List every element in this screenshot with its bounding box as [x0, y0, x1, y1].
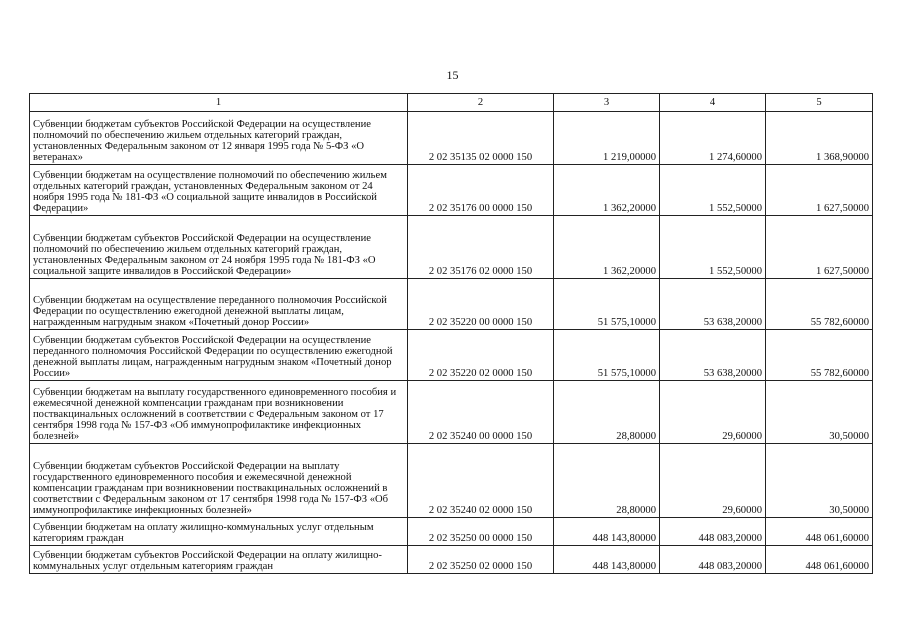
row-name: Субвенции бюджетам субъектов Российской Федерации на осуществление полномочий по обеспечению жильем отдельных категорий граждан, установленных Федеральным законом от 24 ноября 1995 года № 181-ФЗ «О социальной защите инвалидов в Российской Федерации» [30, 216, 408, 279]
row-value-2: 448 083,20000 [660, 518, 766, 546]
column-header: 2 [408, 94, 554, 112]
row-code: 2 02 35250 02 0000 150 [408, 546, 554, 574]
row-name: Субвенции бюджетам субъектов Российской Федерации на оплату жилищно-коммунальных услуг отдельным категориям граждан [30, 546, 408, 574]
row-value-2: 53 638,20000 [660, 279, 766, 330]
row-name: Субвенции бюджетам субъектов Российской Федерации на выплату государственного единовременного пособия и ежемесячной денежной компенсации гражданам при возникновении поствакцинальных осложнений в соответствии с Федеральным законом от 17 сентября 1998 года № 157-ФЗ «Об иммунопрофилактике инфекционных болезней» [30, 444, 408, 518]
page-number: 15 [446, 68, 459, 82]
row-code: 2 02 35220 00 0000 150 [408, 279, 554, 330]
row-value-3: 448 061,60000 [766, 546, 873, 574]
row-value-1: 28,80000 [554, 444, 660, 518]
row-name: Субвенции бюджетам субъектов Российской Федерации на осуществление переданного полномочия Российской Федерации по осуществлению ежегодной денежной выплаты лицам, награжденным нагрудным знаком «Почетный донор России» [30, 330, 408, 381]
row-value-1: 28,80000 [554, 381, 660, 444]
table-row [30, 165, 873, 216]
row-value-1: 1 362,20000 [554, 165, 660, 216]
table-row [30, 112, 873, 165]
table-row [30, 381, 873, 444]
row-name: Субвенции бюджетам на выплату государственного единовременного пособия и ежемесячной денежной компенсации гражданам при возникновении поствакцинальных осложнений в соответствии с Федеральным законом от 17 сентября 1998 года № 157-ФЗ «Об иммунопрофилактике инфекционных болезней» [30, 381, 408, 444]
row-value-2: 53 638,20000 [660, 330, 766, 381]
row-value-2: 1 552,50000 [660, 165, 766, 216]
row-value-1: 51 575,10000 [554, 330, 660, 381]
row-code: 2 02 35240 00 0000 150 [408, 381, 554, 444]
header-row [30, 94, 873, 112]
budget-table [29, 93, 873, 574]
row-value-3: 1 627,50000 [766, 216, 873, 279]
row-value-3: 448 061,60000 [766, 518, 873, 546]
row-value-2: 1 274,60000 [660, 112, 766, 165]
row-name: Субвенции бюджетам субъектов Российской Федерации на осуществление полномочий по обеспечению жильем отдельных категорий граждан, установленных Федеральным законом от 12 января 1995 года № 5-ФЗ «О ветеранах» [30, 112, 408, 165]
row-value-2: 29,60000 [660, 444, 766, 518]
table-row [30, 546, 873, 574]
row-value-1: 51 575,10000 [554, 279, 660, 330]
row-code: 2 02 35176 00 0000 150 [408, 165, 554, 216]
row-value-3: 1 627,50000 [766, 165, 873, 216]
table-row [30, 216, 873, 279]
table-row [30, 444, 873, 518]
row-code: 2 02 35220 02 0000 150 [408, 330, 554, 381]
row-value-3: 1 368,90000 [766, 112, 873, 165]
row-name: Субвенции бюджетам на осуществление полномочий по обеспечению жильем отдельных категорий граждан, установленных Федеральным законом от 24 ноября 1995 года № 181-ФЗ «О социальной защите инвалидов в Российской Федерации» [30, 165, 408, 216]
row-name: Субвенции бюджетам на осуществление переданного полномочия Российской Федерации по осуществлению ежегодной денежной выплаты лицам, награжденным нагрудным знаком «Почетный донор России» [30, 279, 408, 330]
column-header: 3 [554, 94, 660, 112]
column-header: 5 [766, 94, 873, 112]
row-code: 2 02 35135 02 0000 150 [408, 112, 554, 165]
table-row [30, 279, 873, 330]
row-value-1: 448 143,80000 [554, 546, 660, 574]
row-value-3: 55 782,60000 [766, 279, 873, 330]
row-name: Субвенции бюджетам на оплату жилищно-коммунальных услуг отдельным категориям граждан [30, 518, 408, 546]
column-header: 4 [660, 94, 766, 112]
row-value-2: 1 552,50000 [660, 216, 766, 279]
row-code: 2 02 35176 02 0000 150 [408, 216, 554, 279]
row-code: 2 02 35240 02 0000 150 [408, 444, 554, 518]
row-code: 2 02 35250 00 0000 150 [408, 518, 554, 546]
row-value-3: 30,50000 [766, 444, 873, 518]
table-row [30, 518, 873, 546]
row-value-1: 1 219,00000 [554, 112, 660, 165]
column-header: 1 [30, 94, 408, 112]
row-value-2: 448 083,20000 [660, 546, 766, 574]
row-value-1: 448 143,80000 [554, 518, 660, 546]
row-value-3: 30,50000 [766, 381, 873, 444]
table-row [30, 330, 873, 381]
row-value-2: 29,60000 [660, 381, 766, 444]
row-value-1: 1 362,20000 [554, 216, 660, 279]
row-value-3: 55 782,60000 [766, 330, 873, 381]
